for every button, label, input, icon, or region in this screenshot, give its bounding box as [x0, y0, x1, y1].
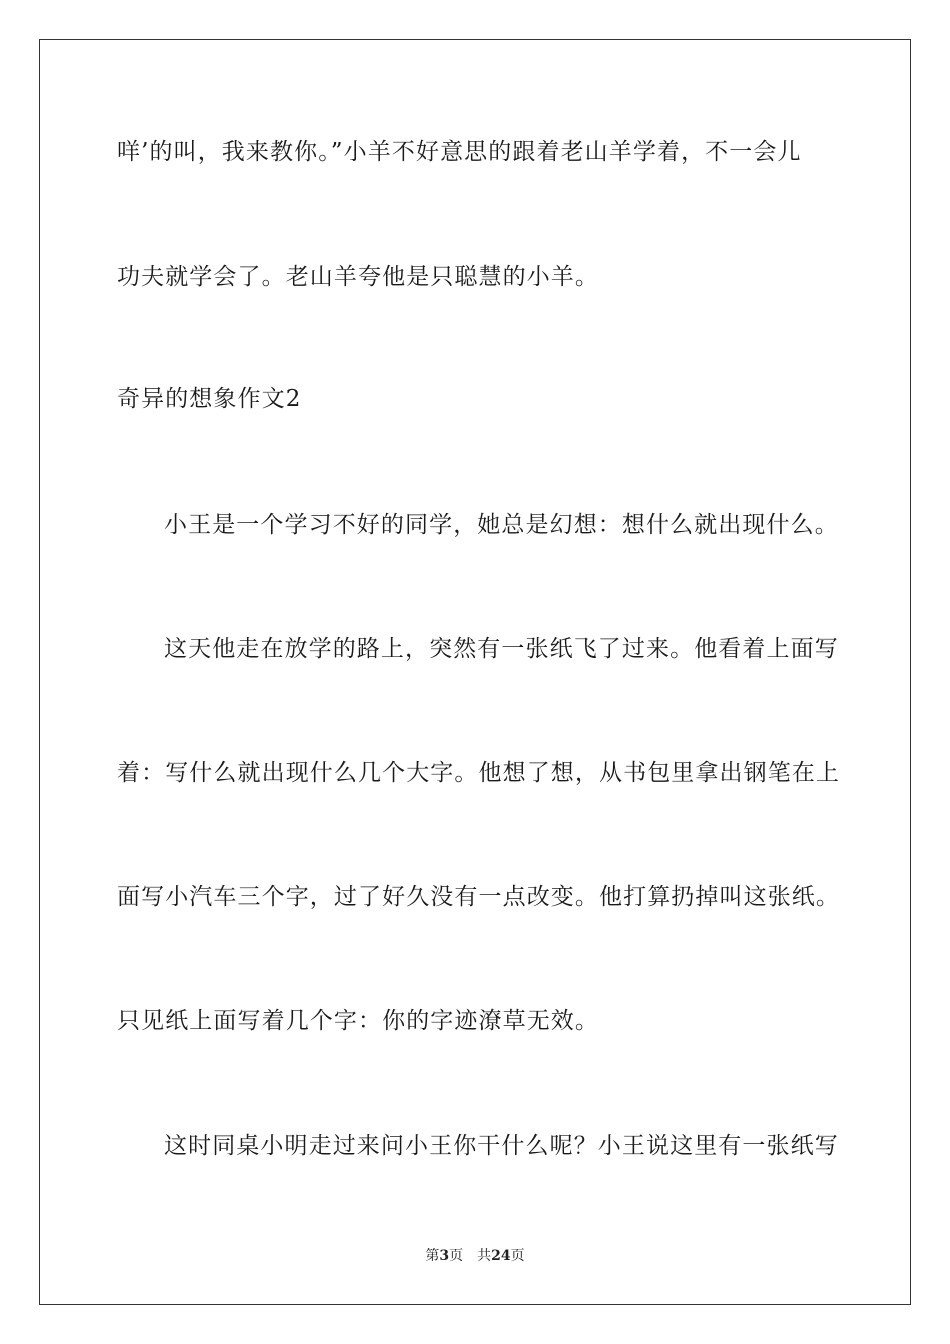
footer-page-number: 3 [439, 1248, 450, 1264]
footer-page-suffix: 页 [449, 1248, 464, 1264]
text-line: 功夫就学会了。老山羊夸他是只聪慧的小羊。 [117, 264, 599, 290]
paragraph-start: 小王是一个学习不好的同学，她总是幻想：想什么就出现什么。 [164, 512, 839, 538]
footer-page-prefix: 第 [425, 1248, 440, 1264]
paragraph-start: 这时同桌小明走过来问小王你干什么呢？小王说这里有一张纸写 [164, 1133, 839, 1159]
footer-total-prefix: 共 [477, 1248, 492, 1264]
text-line: 面写小汽车三个字，过了好久没有一点改变。他打算扔掉叫这张纸。 [117, 884, 840, 910]
footer-total-pages: 24 [491, 1248, 511, 1264]
text-line: 咩’的叫，我来教你。”小羊不好意思的跟着老山羊学着，不一会儿 [117, 139, 802, 165]
paragraph-start: 这天他走在放学的路上，突然有一张纸飞了过来。他看着上面写 [164, 636, 839, 662]
footer-total-suffix: 页 [510, 1248, 525, 1264]
page-footer [0, 1247, 950, 1265]
section-title: 奇异的想象作文2 [117, 386, 302, 412]
text-line: 只见纸上面写着几个字：你的字迹潦草无效。 [117, 1008, 599, 1034]
text-line: 着：写什么就出现什么几个大字。他想了想，从书包里拿出钢笔在上 [117, 760, 840, 786]
page-border [39, 39, 911, 1305]
